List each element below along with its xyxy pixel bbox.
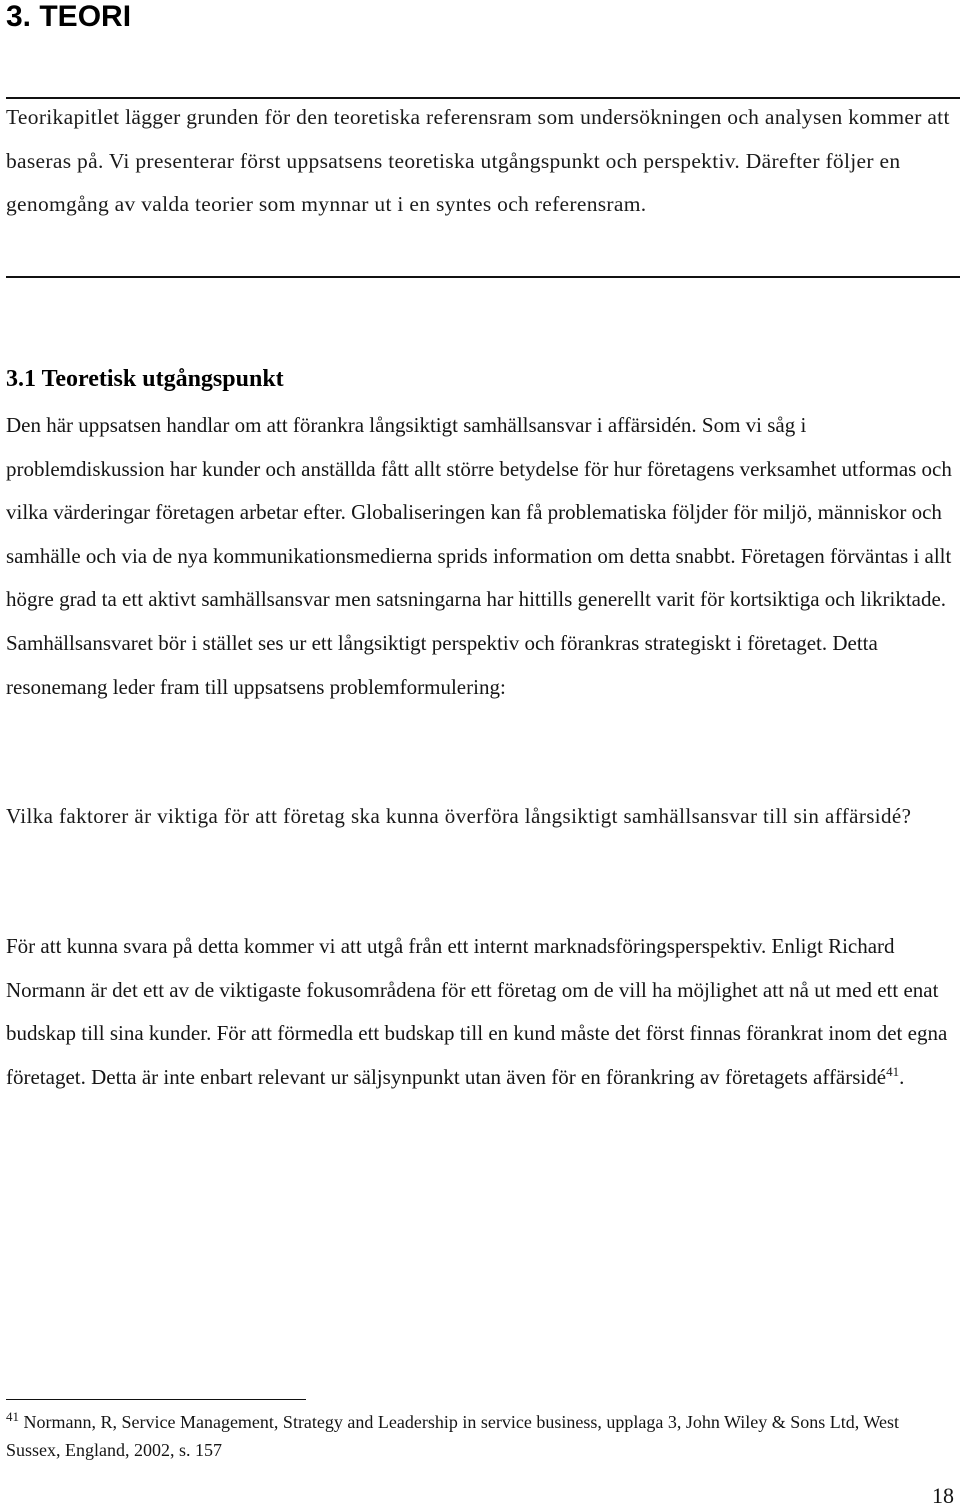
- page-number: 18: [932, 1483, 954, 1508]
- footnote-number: 41: [6, 1409, 19, 1424]
- footnote-text: Normann, R, Service Management, Strategy and Leadership in service business, upplaga 3, John Wiley & Sons Ltd, West Sussex, England, 2002, s. 157: [6, 1412, 899, 1460]
- intro-paragraph: Teorikapitlet lägger grunden för den teoretiska referensram som undersökningen och analysen kommer att baseras på. Vi presenterar först uppsatsens teoretiska utgångspunkt och perspektiv. Därefter följer en genomgång av valda teorier som mynnar ut i en syntes och referensram.: [6, 105, 950, 216]
- footnote-reference[interactable]: 41: [886, 1063, 900, 1079]
- body-paragraph-2-end: .: [899, 1064, 905, 1089]
- body-paragraph-1: Den här uppsatsen handlar om att förankra långsiktigt samhällsansvar i affärsidén. Som vi såg i problemdiskussion har kunder och anställda fått allt större betydelse för hur företagens verksamhet utformas och vilka värderingar företagen arbetar efter. Globaliseringen kan få problematiska följder för miljö, människor och samhälle och via de nya kommunikationsmedierna sprids information om detta snabbt. Företagen förväntas i allt högre grad ta ett aktivt samhällsansvar men satsningarna har hittills generellt varit för kortsiktiga och likriktade. Samhällsansvaret bör i stället ses ur ett långsiktigt perspektiv och förankras strategiskt i företaget. Detta resonemang leder fram till uppsatsens problemformulering:: [6, 413, 952, 699]
- footnote-separator: [6, 1399, 306, 1400]
- problem-question: Vilka faktorer är viktiga för att företag ska kunna överföra långsiktigt samhällsansvar till sin affärsidé?: [6, 804, 912, 828]
- footnote: [6, 1408, 951, 1464]
- body-paragraph-2-text: För att kunna svara på detta kommer vi att utgå från ett internt marknadsföringsperspektiv. Enligt Richard Normann är det ett av de viktigaste fokusområdena för ett företag om de vill ha möjlighet att nå ut med ett enat budskap till sina kunder. För att förmedla ett budskap till en kund måste det först finnas förankrat inom det egna företaget. Detta är inte enbart relevant ur säljsynpunkt utan även för en förankring av företagets affärsidé: [6, 934, 948, 1089]
- section-heading: 3.1 Teoretisk utgångspunkt: [6, 366, 284, 392]
- chapter-title: 3. TEORI: [6, 0, 132, 33]
- intro-bottom-rule: [6, 276, 960, 278]
- body-paragraph-2: [6, 925, 954, 1099]
